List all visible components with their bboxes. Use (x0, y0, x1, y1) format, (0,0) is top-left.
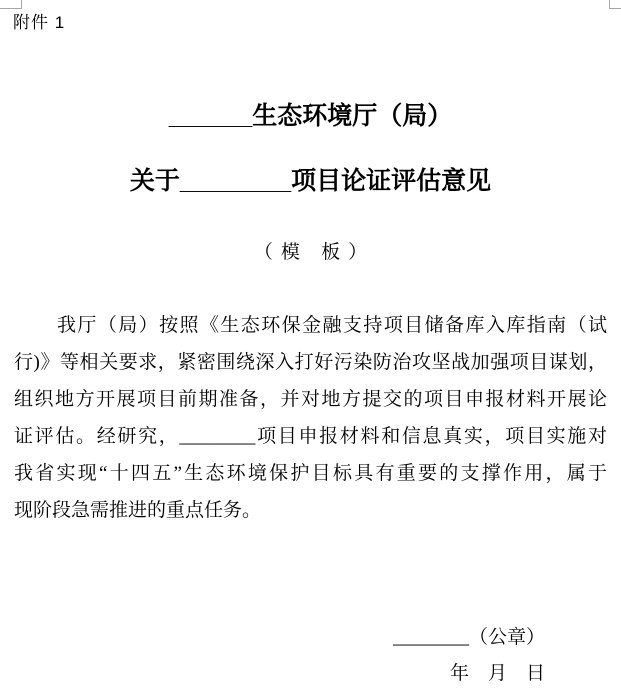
document-title-line1: ______生态环境厅（局） (168, 102, 453, 130)
document-subtitle-template: （模 板） (253, 242, 376, 263)
body-paragraph (14, 307, 607, 529)
official-seal-line: ________（公章） (392, 627, 545, 648)
body-line: 组织地方开展项目前期准备，并对地方提交的项目申报材料开展论 (14, 389, 607, 410)
body-line: 现阶段急需推进的重点任务。 (14, 500, 262, 521)
body-line: 我省实现“十四五”生态环境保护目标具有重要的支撑作用，属于 (14, 463, 607, 484)
body-line: 我厅（局）按照《生态环保金融支持项目储备库入库指南（试 (57, 315, 607, 336)
body-line: 行)》等相关要求，紧密围绕深入打好污染防治攻坚战加强项目谋划， (14, 352, 607, 373)
document-title-line2: 关于________项目论证评估意见 (129, 167, 492, 195)
body-line: 证评估。经研究，________项目申报材料和信息真实，项目实施对 (14, 426, 607, 447)
attachment-label: 附件 1 (13, 13, 66, 32)
text-boundary-mark-top-right (609, 0, 621, 9)
signature-block (393, 620, 545, 691)
date-line: 年 月 日 (449, 663, 545, 684)
